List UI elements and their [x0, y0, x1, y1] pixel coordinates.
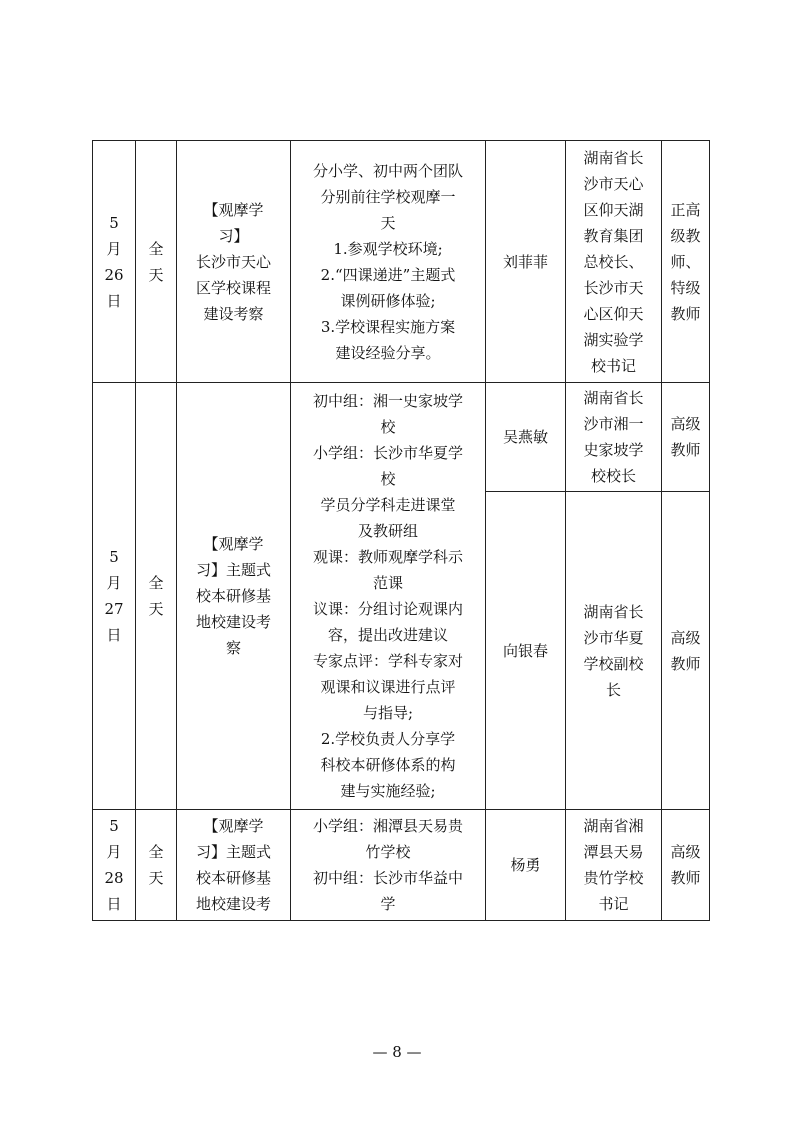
speaker-title-cell: 湖南省长 沙市天心 区仰天湖 教育集团 总校长、 长沙市天 心区仰天 湖实验学 校书记 [566, 141, 662, 383]
schedule-table [92, 140, 710, 921]
content-cell: 小学组：湘潭县天易贵 竹学校 初中组：长沙市华益中 学 [291, 810, 486, 921]
content-cell: 初中组：湘一史家坡学 校 小学组：长沙市华夏学 校 学员分学科走进课堂 及教研组 观课：教师观摩学科示 范课 议课：分组讨论观课内 容，提出改进建议 专家点评：学科专家对 观课和议课进行点评 与指导; 2.学校负责人分享学 科校本研修体系的构 建与实施经验; [291, 383, 486, 810]
time-cell: 全 天 [136, 810, 177, 921]
speaker-title-cell: 湖南省湘 潭县天易 贵竹学校 书记 [566, 810, 662, 921]
speaker-level-cell: 正高 级教 师、 特级 教师 [662, 141, 710, 383]
speaker-name-cell: 吴燕敏 [486, 383, 566, 492]
table-row [93, 383, 710, 492]
content-cell: 分小学、初中两个团队 分别前往学校观摩一 天 1.参观学校环境; 2.“四课递进”主题式 课例研修体验; 3.学校课程实施方案 建设经验分享。 [291, 141, 486, 383]
topic-cell: 【观摩学 习】 长沙市天心 区学校课程 建设考察 [177, 141, 291, 383]
speaker-level-cell: 高级 教师 [662, 492, 710, 810]
speaker-name-cell: 杨勇 [486, 810, 566, 921]
date-cell: 5 月 27 日 [93, 383, 136, 810]
time-cell: 全 天 [136, 383, 177, 810]
date-cell: 5 月 28 日 [93, 810, 136, 921]
speaker-name-cell: 向银春 [486, 492, 566, 810]
topic-cell: 【观摩学 习】主题式 校本研修基 地校建设考 察 [177, 383, 291, 810]
speaker-level-cell: 高级 教师 [662, 810, 710, 921]
speaker-title-cell: 湖南省长 沙市华夏 学校副校 长 [566, 492, 662, 810]
page-number: — 8 — [372, 1043, 422, 1061]
date-cell: 5 月 26 日 [93, 141, 136, 383]
speaker-name-cell: 刘菲菲 [486, 141, 566, 383]
topic-cell: 【观摩学 习】主题式 校本研修基 地校建设考 [177, 810, 291, 921]
speaker-level-cell: 高级 教师 [662, 383, 710, 492]
speaker-title-cell: 湖南省长 沙市湘一 史家坡学 校校长 [566, 383, 662, 492]
table-row [93, 141, 710, 383]
time-cell: 全 天 [136, 141, 177, 383]
table-row [93, 810, 710, 921]
